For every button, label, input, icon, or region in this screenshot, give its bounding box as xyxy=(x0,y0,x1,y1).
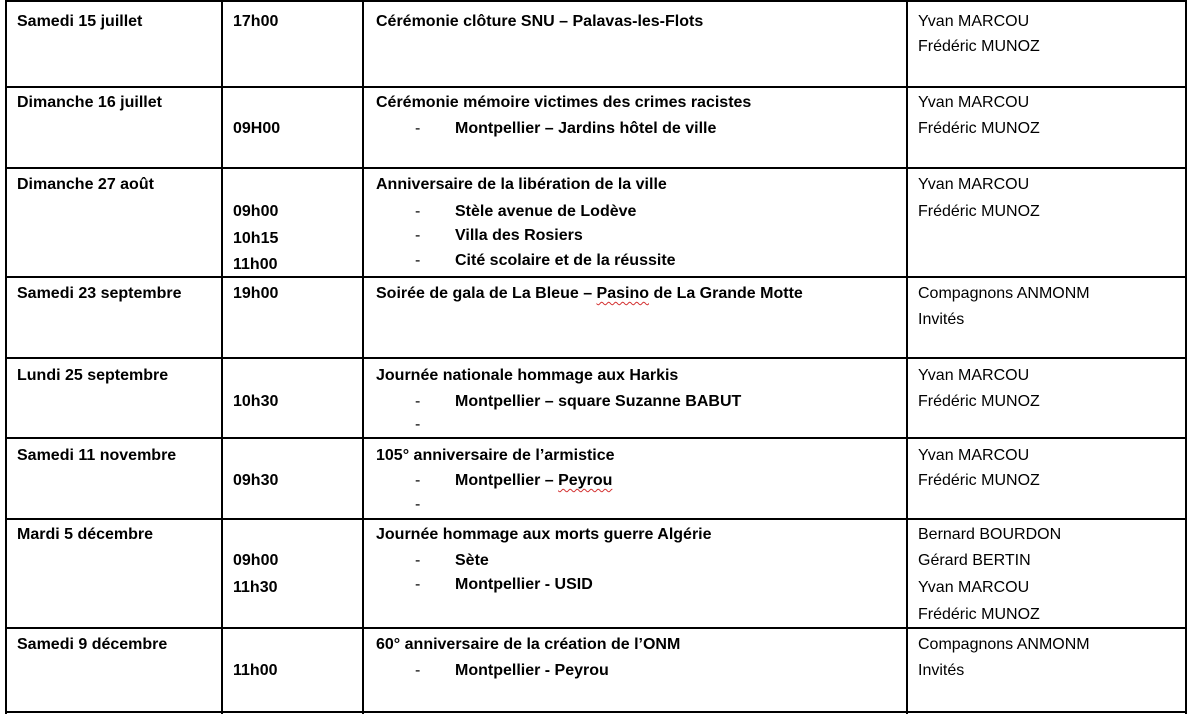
event-title: Anniversaire de la libération de la ville xyxy=(376,176,667,193)
event-title: Journée hommage aux morts guerre Algérie xyxy=(376,526,712,543)
list-bullet-dash: - xyxy=(415,227,421,244)
event-location: Montpellier – square Suzanne BABUT xyxy=(455,393,742,410)
event-location: Montpellier - USID xyxy=(455,576,593,593)
participant: Compagnons ANMONM xyxy=(918,636,1090,653)
participant: Yvan MARCOU xyxy=(918,94,1030,111)
event-location: Cité scolaire et de la réussite xyxy=(455,252,676,269)
event-title xyxy=(376,285,803,303)
list-bullet-dash: - xyxy=(415,416,421,433)
row-divider xyxy=(5,518,1187,520)
row-divider xyxy=(5,627,1187,629)
participant: Frédéric MUNOZ xyxy=(918,38,1040,55)
row-time: 11h00 xyxy=(233,662,278,679)
participant: Frédéric MUNOZ xyxy=(918,472,1040,489)
row-date: Samedi 15 juillet xyxy=(17,13,143,30)
row-time: 09h00 xyxy=(233,203,279,220)
row-date: Dimanche 27 août xyxy=(17,176,154,193)
row-date: Dimanche 16 juillet xyxy=(17,94,162,111)
participant: Frédéric MUNOZ xyxy=(918,203,1040,220)
event-location: Sète xyxy=(455,552,489,569)
row-time: 10h15 xyxy=(233,230,279,247)
row-time: 09h30 xyxy=(233,472,279,489)
row-time: 10h30 xyxy=(233,393,279,410)
list-bullet-dash: - xyxy=(415,496,421,513)
event-location: Villa des Rosiers xyxy=(455,227,583,244)
spellcheck-word: Peyrou xyxy=(558,472,613,489)
row-time: 17h00 xyxy=(233,13,279,30)
participant: Invités xyxy=(918,311,965,328)
event-title-part: Soirée de gala de La Bleue – xyxy=(376,285,597,302)
event-location-part: Montpellier – xyxy=(455,472,559,489)
event-location: Stèle avenue de Lodève xyxy=(455,203,637,220)
row-divider xyxy=(5,86,1187,88)
event-location: Montpellier - Peyrou xyxy=(455,662,609,679)
row-divider xyxy=(5,711,1187,713)
row-date: Lundi 25 septembre xyxy=(17,367,169,384)
participant: Yvan MARCOU xyxy=(918,367,1030,384)
list-bullet-dash: - xyxy=(415,120,421,137)
list-bullet-dash: - xyxy=(415,252,421,269)
participant: Invités xyxy=(918,662,965,679)
row-date: Samedi 23 septembre xyxy=(17,285,182,302)
participant: Yvan MARCOU xyxy=(918,13,1030,30)
row-date: Samedi 11 novembre xyxy=(17,447,177,464)
participant: Yvan MARCOU xyxy=(918,176,1030,193)
participant: Compagnons ANMONM xyxy=(918,285,1090,302)
row-divider xyxy=(5,276,1187,278)
event-title: 60° anniversaire de la création de l’ONM xyxy=(376,636,681,653)
row-divider xyxy=(5,357,1187,359)
list-bullet-dash: - xyxy=(415,552,421,569)
row-time: 11h30 xyxy=(233,579,278,596)
participant: Yvan MARCOU xyxy=(918,579,1030,596)
event-title: Journée nationale hommage aux Harkis xyxy=(376,367,679,384)
event-title-part: de La Grande Motte xyxy=(649,285,803,302)
list-bullet-dash: - xyxy=(415,393,421,410)
participant: Bernard BOURDON xyxy=(918,526,1062,543)
event-location: Montpellier – Jardins hôtel de ville xyxy=(455,120,717,137)
list-bullet-dash: - xyxy=(415,662,421,679)
row-time: 11h00 xyxy=(233,256,278,273)
event-title: Cérémonie mémoire victimes des crimes racistes xyxy=(376,94,752,111)
row-time: 09h00 xyxy=(233,552,279,569)
event-title: Cérémonie clôture SNU – Palavas-les-Flots xyxy=(376,13,704,30)
row-time: 09H00 xyxy=(233,120,281,137)
participant: Yvan MARCOU xyxy=(918,447,1030,464)
event-location xyxy=(455,472,612,490)
list-bullet-dash: - xyxy=(415,576,421,593)
row-divider xyxy=(5,437,1187,439)
participant: Frédéric MUNOZ xyxy=(918,606,1040,623)
participant: Frédéric MUNOZ xyxy=(918,393,1040,410)
spellcheck-word: Pasino xyxy=(596,285,649,302)
row-date: Mardi 5 décembre xyxy=(17,526,154,543)
row-divider xyxy=(5,0,1187,2)
row-divider xyxy=(5,167,1187,169)
list-bullet-dash: - xyxy=(415,203,421,220)
participant: Frédéric MUNOZ xyxy=(918,120,1040,137)
participant: Gérard BERTIN xyxy=(918,552,1031,569)
row-date: Samedi 9 décembre xyxy=(17,636,168,653)
list-bullet-dash: - xyxy=(415,472,421,489)
row-time: 19h00 xyxy=(233,285,279,302)
event-title: 105° anniversaire de l’armistice xyxy=(376,447,615,464)
